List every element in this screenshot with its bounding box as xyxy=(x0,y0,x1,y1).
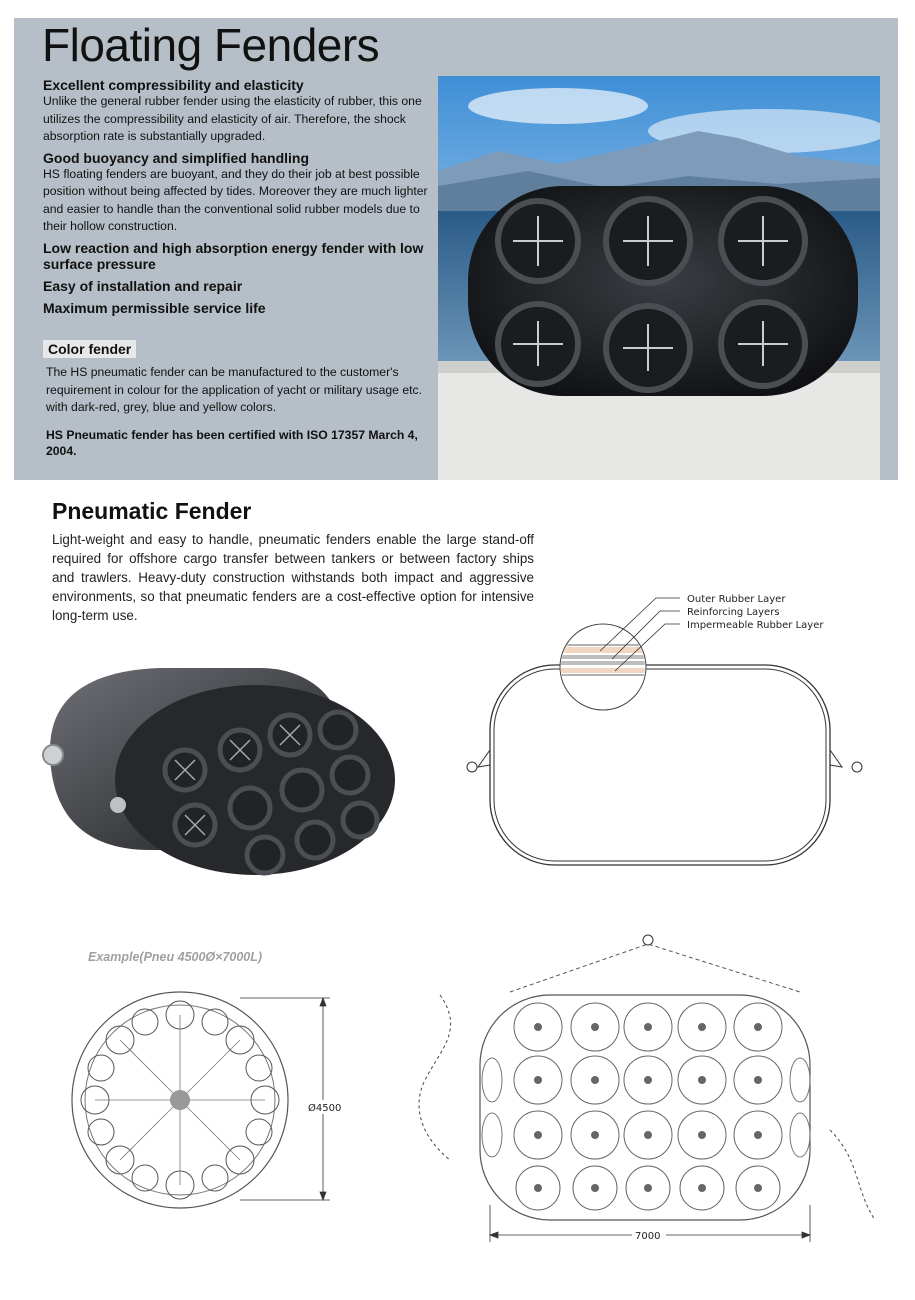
feature-body: Unlike the general rubber fender using the elasticity of rubber, this one utilizes the compressibility and elasticity of air. Therefore, the shock absorption rate is substantially upgraded. xyxy=(43,94,422,143)
cross-section-diagram xyxy=(460,585,905,875)
feature-item xyxy=(43,150,433,236)
feature-item xyxy=(43,300,433,316)
feature-heading: Good buoyancy and simplified handling xyxy=(43,149,310,166)
end-view-diagram xyxy=(65,980,365,1210)
feature-heading: Excellent compressibility and elasticity xyxy=(43,77,304,93)
page-title: Floating Fenders xyxy=(42,19,380,71)
feature-item xyxy=(43,77,433,146)
feature-item xyxy=(43,278,433,294)
diameter-label: Ø4500 xyxy=(308,1103,342,1114)
feature-body: HS floating fenders are buoyant, and they do their job at best possible position without being affected by tides. Moreover they are much lighter and easier to handle than the conventional solid rubber models due to their hollow construction. xyxy=(43,166,428,233)
layer-label-outer: Outer Rubber Layer xyxy=(687,594,786,605)
fender-photo xyxy=(438,76,880,480)
length-label: 7000 xyxy=(635,1231,661,1242)
layer-label-reinforcing: Reinforcing Layers xyxy=(687,607,780,618)
section-description: Light-weight and easy to handle, pneumatic fenders enable the large stand-off required for offshore cargo transfer between tankers or between factory ships and trawlers. Heavy-duty construction withstands both impact and aggressive environments, so that pneumatic fenders are a cost-effective option for intensive long-term use. xyxy=(52,532,534,623)
color-fender-text: The HS pneumatic fender can be manufactured to the customer's requirement in colour for the application of yacht or military usage etc. with dark-red, grey, blue and yellow colors. xyxy=(46,365,422,414)
iso-certification-text: HS Pneumatic fender has been certified with ISO 17357 March 4, 2004. xyxy=(46,428,418,458)
example-label: Example(Pneu 4500Ø×7000L) xyxy=(88,950,263,964)
feature-heading: Maximum permissible service life xyxy=(43,299,266,316)
fender-3d-render xyxy=(40,660,400,885)
feature-heading: Low reaction and high absorption energy fender with low surface pressure xyxy=(43,239,424,272)
feature-item xyxy=(43,240,433,272)
section-title: Pneumatic Fender xyxy=(52,498,252,524)
layer-label-impermeable: Impermeable Rubber Layer xyxy=(687,620,824,631)
side-view-diagram xyxy=(380,930,900,1250)
feature-heading: Easy of installation and repair xyxy=(43,277,243,294)
feature-list xyxy=(43,77,433,320)
product-header-panel xyxy=(14,18,898,480)
color-fender-label: Color fender xyxy=(43,340,136,358)
